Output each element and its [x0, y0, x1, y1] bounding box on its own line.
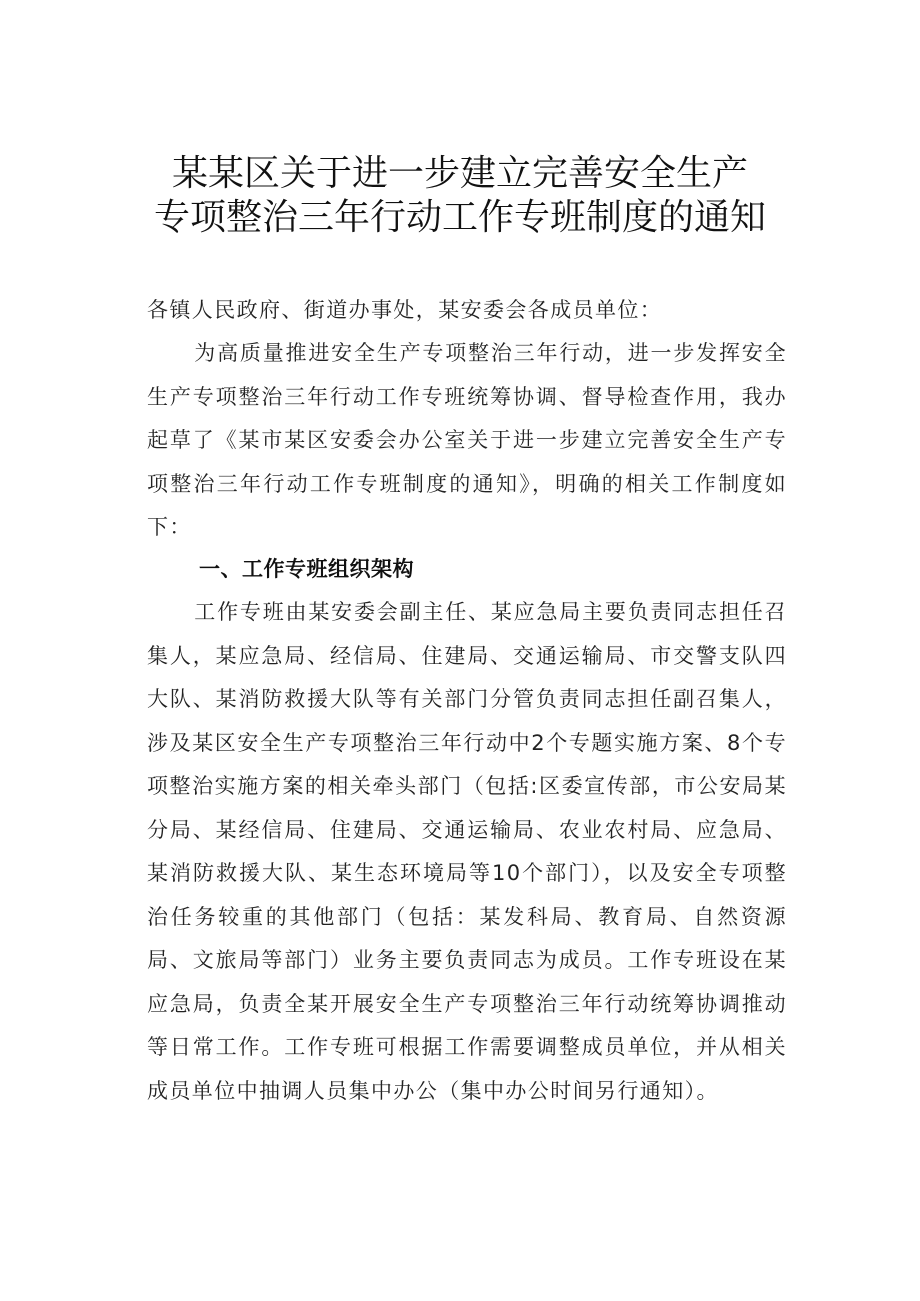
salutation-block — [147, 289, 787, 333]
section-1-heading: 一、工作专班组织架构 — [199, 557, 414, 581]
paragraph-2: 工作专班由某安委会副主任、某应急局主要负责同志担任召集人，某应急局、经信局、住建局、交通运输局、市交警支队四大队、某消防救援大队等有关部门分管负责同志担任副召集人，涉及某区安全生产专项整治三年行动中2个专题实施方案、8个专项整治实施方案的相关牵头部门（包括:区委宣传部，市公安局某分局、某经信局、住建局、交通运输局、农业农村局、应急局、某消防救援大队、某生态环境局等10个部门），以及安全专项整治任务较重的其他部门（包括：某发科局、教育局、自然资源局、文旅局等部门）业务主要负责同志为成员。工作专班设在某应急局，负责全某开展安全生产专项整治三年行动统筹协调推动等日常工作。工作专班可根据工作需要调整成员单位，并从相关成员单位中抽调人员集中办公（集中办公时间另行通知）。 — [147, 600, 787, 1103]
paragraph-2-block — [147, 591, 787, 1113]
paragraph-1-block — [147, 332, 787, 550]
document-title-line-2: 专项整治三年行动工作专班制度的通知 — [153, 197, 766, 238]
salutation: 各镇人民政府、街道办事处，某安委会各成员单位： — [147, 298, 663, 322]
section-1-heading-block — [199, 548, 839, 592]
paragraph-1: 为高质量推进安全生产专项整治三年行动，进一步发挥安全生产专项整治三年行动工作专班统筹协调、督导检查作用，我办起草了《某市某区安委会办公室关于进一步建立完善安全生产专项整治三年行动工作专班制度的通知》，明确的相关工作制度如下： — [147, 341, 787, 539]
document-title-line-1: 某某区关于进一步建立完善安全生产 — [171, 153, 748, 194]
